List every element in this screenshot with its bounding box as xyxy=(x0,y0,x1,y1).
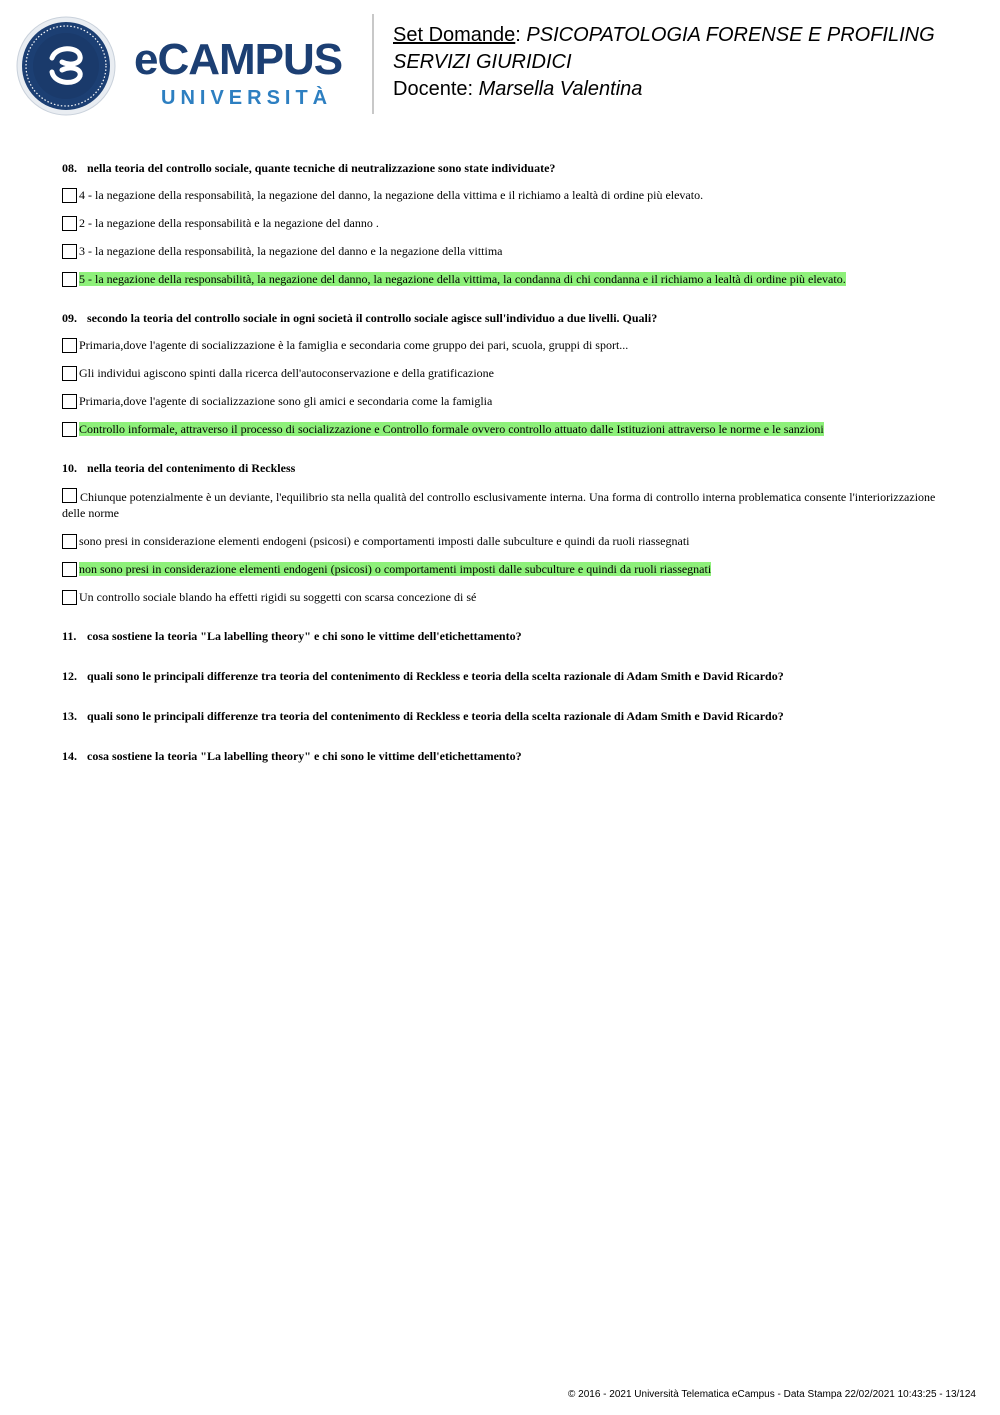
question-list xyxy=(62,160,942,788)
question-08 xyxy=(62,160,942,287)
set-title: PSICOPATOLOGIA FORENSE E PROFILING SERVIZI GIURIDICI xyxy=(393,24,935,73)
answer-option[interactable]: sono presi in considerazione elementi endogeni (psicosi) e comportamenti imposti dalle subculture e quindi da ruoli riassegnati xyxy=(62,533,942,549)
checkbox[interactable] xyxy=(62,244,77,259)
question-title: 08. nella teoria del controllo sociale, quante tecniche di neutralizzazione sono state individuate? xyxy=(62,161,556,175)
question-title: 09. secondo la teoria del controllo sociale in ogni società il controllo sociale agisce sull'individuo a due livelli. Quali? xyxy=(62,311,658,325)
docente-label: Docente: xyxy=(393,78,474,100)
page-header xyxy=(0,0,1000,130)
header-info xyxy=(393,22,983,103)
answer-option[interactable]: 3 - la negazione della responsabilità, la negazione del danno e la negazione della vittima xyxy=(62,243,942,259)
answer-option[interactable]: 4 - la negazione della responsabilità, la negazione del danno, la negazione della vittima e il richiamo a lealtà di ordine più elevato. xyxy=(62,187,942,203)
question-14: 14. cosa sostiene la teoria "La labelling theory" e chi sono le vittime dell'etichettamento? xyxy=(62,749,522,763)
checkbox[interactable] xyxy=(62,422,77,437)
checkbox[interactable] xyxy=(62,394,77,409)
docente-line xyxy=(393,76,983,103)
header-divider xyxy=(372,14,374,114)
answer-option[interactable]: Chiunque potenzialmente è un deviante, l'equilibrio sta nella qualità del controllo esclusivamente interna. Una forma di controllo interna problematica consente l'interiorizzazione delle norme xyxy=(62,490,936,520)
question-13: 13. quali sono le principali differenze tra teoria del contenimento di Reckless e teoria della scelta razionale di Adam Smith e David Ricardo? xyxy=(62,709,784,723)
set-label: Set Domande xyxy=(393,24,516,46)
ecampus-emblem-icon xyxy=(16,16,116,116)
question-title: 10. nella teoria del contenimento di Reckless xyxy=(62,461,296,475)
checkbox[interactable] xyxy=(62,366,77,381)
answer-option-correct[interactable]: Controllo informale, attraverso il processo di socializzazione e Controllo formale ovvero controllo attuato dalle Istituzioni attraverso le norme e le sanzioni xyxy=(62,421,942,437)
page-footer: © 2016 - 2021 Università Telematica eCampus - Data Stampa 22/02/2021 10:43:25 - 13/124 xyxy=(568,1389,976,1400)
checkbox[interactable] xyxy=(62,590,77,605)
checkbox[interactable] xyxy=(62,338,77,353)
docente-name: Marsella Valentina xyxy=(478,78,643,100)
checkbox[interactable] xyxy=(62,272,77,287)
answer-option[interactable]: Gli individui agiscono spinti dalla ricerca dell'autoconservazione e della gratificazione xyxy=(62,365,942,381)
checkbox[interactable] xyxy=(62,188,77,203)
question-11: 11. cosa sostiene la teoria "La labelling theory" e chi sono le vittime dell'etichettamento? xyxy=(62,629,522,643)
question-09 xyxy=(62,310,942,437)
question-10 xyxy=(62,460,942,605)
question-12: 12. quali sono le principali differenze tra teoria del contenimento di Reckless e teoria della scelta razionale di Adam Smith e David Ricardo? xyxy=(62,669,784,683)
answer-option[interactable]: 2 - la negazione della responsabilità e la negazione del danno . xyxy=(62,215,942,231)
answer-option[interactable]: Primaria,dove l'agente di socializzazione sono gli amici e secondaria come la famiglia xyxy=(62,393,942,409)
ecampus-wordmark: eCAMPUS xyxy=(134,35,343,84)
answer-option-correct[interactable]: 5 - la negazione della responsabilità, la negazione del danno, la negazione della vittima, la condanna di chi condanna e il richiamo a lealtà di ordine più elevato. xyxy=(62,271,942,287)
checkbox[interactable] xyxy=(62,488,77,503)
ecampus-universita-label: UNIVERSITÀ xyxy=(161,87,333,109)
answer-option[interactable]: Primaria,dove l'agente di socializzazione è la famiglia e secondaria come gruppo dei pari, scuola, gruppi di sport... xyxy=(62,337,942,353)
set-title-line: Set Domande: PSICOPATOLOGIA FORENSE E PROFILING SERVIZI GIURIDICI xyxy=(393,24,935,73)
answer-option[interactable]: Un controllo sociale blando ha effetti rigidi su soggetti con scarsa concezione di sé xyxy=(62,589,942,605)
answer-option-correct[interactable]: non sono presi in considerazione elementi endogeni (psicosi) o comportamenti imposti dalle subculture e quindi da ruoli riassegnati xyxy=(62,561,942,577)
checkbox[interactable] xyxy=(62,534,77,549)
checkbox[interactable] xyxy=(62,216,77,231)
checkbox[interactable] xyxy=(62,562,77,577)
